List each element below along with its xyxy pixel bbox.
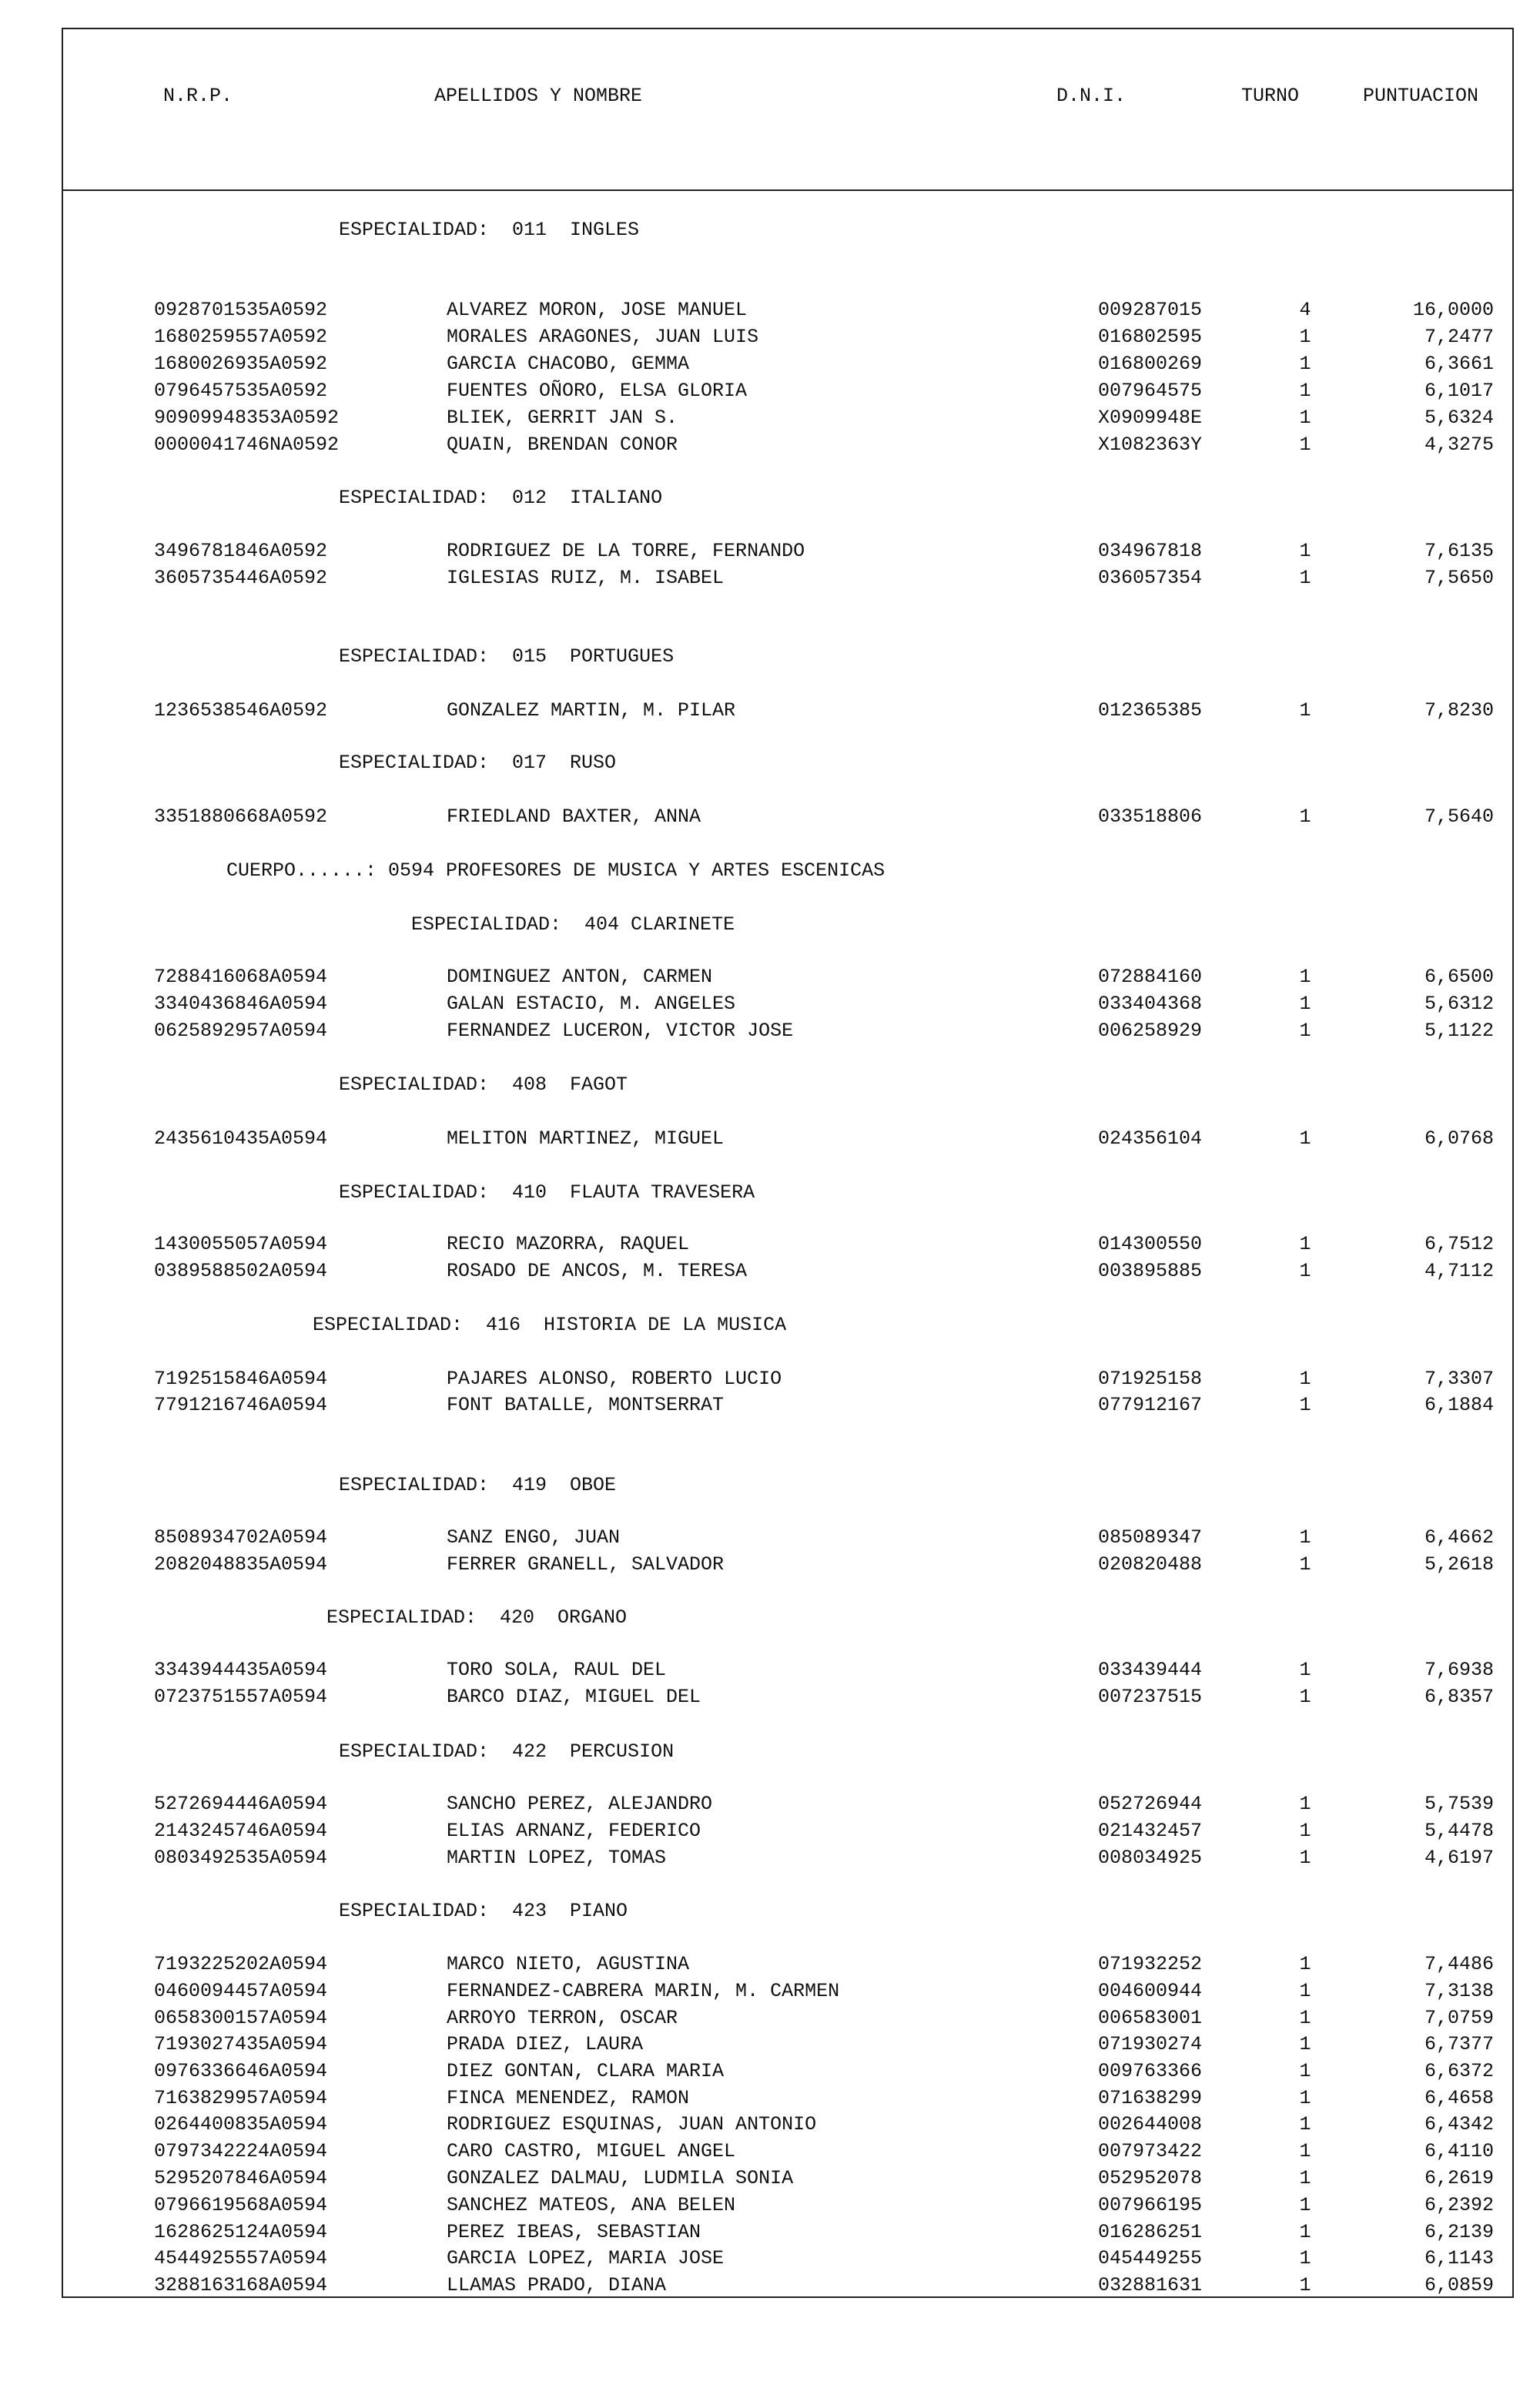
- nrp-cell: 0976336646A0594: [154, 2060, 328, 2082]
- turno-cell: 1: [1299, 1127, 1311, 1150]
- dni-cell: 085089347: [1098, 1526, 1203, 1549]
- puntuacion-cell: 7,8230: [1424, 699, 1494, 722]
- puntuacion-cell: 6,6500: [1424, 966, 1494, 988]
- puntuacion-cell: 5,6324: [1424, 407, 1494, 429]
- nrp-cell: 2435610435A0594: [154, 1127, 328, 1150]
- turno-cell: 1: [1299, 966, 1311, 988]
- name-cell: DIEZ GONTAN, CLARA MARIA: [447, 2060, 725, 2082]
- nrp-cell: 5272694446A0594: [154, 1793, 328, 1815]
- dni-cell: 008034925: [1098, 1847, 1203, 1869]
- puntuacion-cell: 5,2618: [1424, 1553, 1494, 1576]
- nrp-cell: 0796619568A0594: [154, 2194, 328, 2216]
- turno-cell: 1: [1299, 1526, 1311, 1549]
- header-puntuacion: PUNTUACION: [1363, 85, 1479, 107]
- turno-cell: 1: [1299, 2274, 1311, 2296]
- nrp-cell: 2143245746A0594: [154, 1820, 328, 1842]
- puntuacion-cell: 6,4662: [1424, 1526, 1494, 1549]
- dni-cell: 034967818: [1098, 540, 1203, 562]
- puntuacion-cell: 6,4110: [1424, 2140, 1494, 2162]
- specialty-heading: ESPECIALIDAD: 408 FAGOT: [339, 1074, 628, 1096]
- puntuacion-cell: 6,1017: [1424, 380, 1494, 402]
- turno-cell: 1: [1299, 699, 1311, 722]
- puntuacion-cell: 6,4658: [1424, 2087, 1494, 2109]
- turno-cell: 1: [1299, 1659, 1311, 1681]
- specialty-heading: ESPECIALIDAD: 410 FLAUTA TRAVESERA: [339, 1181, 755, 1204]
- turno-cell: 1: [1299, 353, 1311, 375]
- nrp-cell: 0625892957A0594: [154, 1020, 328, 1042]
- specialty-heading: ESPECIALIDAD: 404 CLARINETE: [411, 913, 735, 936]
- puntuacion-cell: 6,1884: [1424, 1394, 1494, 1416]
- nrp-cell: 7288416068A0594: [154, 966, 328, 988]
- name-cell: ALVAREZ MORON, JOSE MANUEL: [447, 299, 748, 321]
- name-cell: SANZ ENGO, JUAN: [447, 1526, 621, 1549]
- turno-cell: 1: [1299, 1553, 1311, 1576]
- name-cell: GONZALEZ MARTIN, M. PILAR: [447, 699, 736, 722]
- turno-cell: 1: [1299, 2033, 1311, 2055]
- name-cell: BLIEK, GERRIT JAN S.: [447, 407, 678, 429]
- name-cell: FERRER GRANELL, SALVADOR: [447, 1553, 725, 1576]
- turno-cell: 1: [1299, 1980, 1311, 2002]
- nrp-cell: 1680026935A0592: [154, 353, 328, 375]
- name-cell: PRADA DIEZ, LAURA: [447, 2033, 644, 2055]
- name-cell: FERNANDEZ LUCERON, VICTOR JOSE: [447, 1020, 794, 1042]
- turno-cell: 1: [1299, 1686, 1311, 1708]
- dni-cell: 009763366: [1098, 2060, 1203, 2082]
- dni-cell: 033518806: [1098, 806, 1203, 828]
- dni-cell: 014300550: [1098, 1233, 1203, 1255]
- dni-cell: 024356104: [1098, 1127, 1203, 1150]
- name-cell: ROSADO DE ANCOS, M. TERESA: [447, 1260, 748, 1282]
- turno-cell: 1: [1299, 2113, 1311, 2135]
- turno-cell: 1: [1299, 1820, 1311, 1842]
- puntuacion-cell: 6,0768: [1424, 1127, 1494, 1150]
- dni-cell: 006258929: [1098, 1020, 1203, 1042]
- nrp-cell: 0460094457A0594: [154, 1980, 328, 2002]
- header-turno: TURNO: [1241, 85, 1300, 107]
- dni-cell: 052952078: [1098, 2167, 1203, 2189]
- dni-cell: 071932252: [1098, 1953, 1203, 1975]
- name-cell: FONT BATALLE, MONTSERRAT: [447, 1394, 725, 1416]
- puntuacion-cell: 5,7539: [1424, 1793, 1494, 1815]
- turno-cell: 1: [1299, 2007, 1311, 2029]
- puntuacion-cell: 6,7377: [1424, 2033, 1494, 2055]
- nrp-cell: 4544925557A0594: [154, 2247, 328, 2269]
- nrp-cell: 1628625124A0594: [154, 2221, 328, 2243]
- puntuacion-cell: 7,3138: [1424, 1980, 1494, 2002]
- name-cell: BARCO DIAZ, MIGUEL DEL: [447, 1686, 701, 1708]
- dni-cell: 072884160: [1098, 966, 1203, 988]
- puntuacion-cell: 4,6197: [1424, 1847, 1494, 1869]
- turno-cell: 1: [1299, 540, 1311, 562]
- puntuacion-cell: 7,0759: [1424, 2007, 1494, 2029]
- dni-cell: X0909948E: [1098, 407, 1203, 429]
- turno-cell: 1: [1299, 806, 1311, 828]
- dni-cell: 007237515: [1098, 1686, 1203, 1708]
- dni-cell: 071930274: [1098, 2033, 1203, 2055]
- dni-cell: 033404368: [1098, 993, 1203, 1015]
- dni-cell: 020820488: [1098, 1553, 1203, 1576]
- nrp-cell: 7193225202A0594: [154, 1953, 328, 1975]
- nrp-cell: 7163829957A0594: [154, 2087, 328, 2109]
- name-cell: RODRIGUEZ DE LA TORRE, FERNANDO: [447, 540, 805, 562]
- nrp-cell: 3351880668A0592: [154, 806, 328, 828]
- turno-cell: 1: [1299, 567, 1311, 589]
- turno-cell: 1: [1299, 434, 1311, 456]
- name-cell: GALAN ESTACIO, M. ANGELES: [447, 993, 736, 1015]
- nrp-cell: 3496781846A0592: [154, 540, 328, 562]
- puntuacion-cell: 7,3307: [1424, 1368, 1494, 1390]
- header-nrp: N.R.P.: [163, 85, 233, 107]
- nrp-cell: 1430055057A0594: [154, 1233, 328, 1255]
- nrp-cell: 3340436846A0594: [154, 993, 328, 1015]
- turno-cell: 1: [1299, 1368, 1311, 1390]
- turno-cell: 1: [1299, 1847, 1311, 1869]
- turno-cell: 1: [1299, 2140, 1311, 2162]
- puntuacion-cell: 6,2139: [1424, 2221, 1494, 2243]
- name-cell: IGLESIAS RUIZ, M. ISABEL: [447, 567, 725, 589]
- nrp-cell: 0723751557A0594: [154, 1686, 328, 1708]
- nrp-cell: 3343944435A0594: [154, 1659, 328, 1681]
- turno-cell: 1: [1299, 1260, 1311, 1282]
- name-cell: PEREZ IBEAS, SEBASTIAN: [447, 2221, 701, 2243]
- dni-cell: X1082363Y: [1098, 434, 1203, 456]
- puntuacion-cell: 6,7512: [1424, 1233, 1494, 1255]
- nrp-cell: 0803492535A0594: [154, 1847, 328, 1869]
- turno-cell: 1: [1299, 1394, 1311, 1416]
- name-cell: ARROYO TERRON, OSCAR: [447, 2007, 678, 2029]
- turno-cell: 1: [1299, 1020, 1311, 1042]
- turno-cell: 1: [1299, 2221, 1311, 2243]
- puntuacion-cell: 7,4486: [1424, 1953, 1494, 1975]
- name-cell: FRIEDLAND BAXTER, ANNA: [447, 806, 701, 828]
- nrp-cell: 8508934702A0594: [154, 1526, 328, 1549]
- dni-cell: 016800269: [1098, 353, 1203, 375]
- name-cell: GONZALEZ DALMAU, LUDMILA SONIA: [447, 2167, 794, 2189]
- dni-cell: 071925158: [1098, 1368, 1203, 1390]
- puntuacion-cell: 6,2392: [1424, 2194, 1494, 2216]
- puntuacion-cell: 7,5640: [1424, 806, 1494, 828]
- nrp-cell: 0796457535A0592: [154, 380, 328, 402]
- dni-cell: 012365385: [1098, 699, 1203, 722]
- corps-heading: CUERPO......: 0594 PROFESORES DE MUSICA Y ARTES ESCENICAS: [226, 859, 886, 882]
- specialty-heading: ESPECIALIDAD: 420 ORGANO: [326, 1606, 628, 1629]
- name-cell: MORALES ARAGONES, JUAN LUIS: [447, 326, 759, 348]
- puntuacion-cell: 6,2619: [1424, 2167, 1494, 2189]
- name-cell: GARCIA LOPEZ, MARIA JOSE: [447, 2247, 725, 2269]
- dni-cell: 009287015: [1098, 299, 1203, 321]
- dni-cell: 036057354: [1098, 567, 1203, 589]
- nrp-cell: 1236538546A0592: [154, 699, 328, 722]
- specialty-heading: ESPECIALIDAD: 416 HISTORIA DE LA MUSICA: [313, 1314, 787, 1336]
- nrp-cell: 0797342224A0594: [154, 2140, 328, 2162]
- puntuacion-cell: 5,6312: [1424, 993, 1494, 1015]
- nrp-cell: 0264400835A0594: [154, 2113, 328, 2135]
- nrp-cell: 0389588502A0594: [154, 1260, 328, 1282]
- name-cell: RECIO MAZORRA, RAQUEL: [447, 1233, 690, 1255]
- dni-cell: 006583001: [1098, 2007, 1203, 2029]
- nrp-cell: 90909948353A0592: [154, 407, 340, 429]
- dni-cell: 033439444: [1098, 1659, 1203, 1681]
- name-cell: QUAIN, BRENDAN CONOR: [447, 434, 678, 456]
- puntuacion-cell: 6,4342: [1424, 2113, 1494, 2135]
- dni-cell: 032881631: [1098, 2274, 1203, 2296]
- dni-cell: 007966195: [1098, 2194, 1203, 2216]
- name-cell: TORO SOLA, RAUL DEL: [447, 1659, 667, 1681]
- nrp-cell: 7791216746A0594: [154, 1394, 328, 1416]
- header-dni: D.N.I.: [1056, 85, 1127, 107]
- turno-cell: 1: [1299, 1953, 1311, 1975]
- turno-cell: 1: [1299, 407, 1311, 429]
- name-cell: CARO CASTRO, MIGUEL ANGEL: [447, 2140, 736, 2162]
- dni-cell: 016802595: [1098, 326, 1203, 348]
- specialty-heading: ESPECIALIDAD: 012 ITALIANO: [339, 487, 663, 509]
- turno-cell: 1: [1299, 2247, 1311, 2269]
- nrp-cell: 3605735446A0592: [154, 567, 328, 589]
- name-cell: DOMINGUEZ ANTON, CARMEN: [447, 966, 713, 988]
- turno-cell: 1: [1299, 2060, 1311, 2082]
- puntuacion-cell: 7,6135: [1424, 540, 1494, 562]
- name-cell: SANCHO PEREZ, ALEJANDRO: [447, 1793, 713, 1815]
- dni-cell: 007964575: [1098, 380, 1203, 402]
- dni-cell: 007973422: [1098, 2140, 1203, 2162]
- specialty-heading: ESPECIALIDAD: 422 PERCUSION: [339, 1740, 675, 1763]
- turno-cell: 1: [1299, 326, 1311, 348]
- name-cell: FINCA MENENDEZ, RAMON: [447, 2087, 690, 2109]
- turno-cell: 1: [1299, 1233, 1311, 1255]
- header-divider: [62, 189, 1514, 191]
- specialty-heading: ESPECIALIDAD: 015 PORTUGUES: [339, 645, 675, 668]
- nrp-cell: 3288163168A0594: [154, 2274, 328, 2296]
- name-cell: MELITON MARTINEZ, MIGUEL: [447, 1127, 725, 1150]
- nrp-cell: 0658300157A0594: [154, 2007, 328, 2029]
- dni-cell: 077912167: [1098, 1394, 1203, 1416]
- name-cell: RODRIGUEZ ESQUINAS, JUAN ANTONIO: [447, 2113, 817, 2135]
- name-cell: MARCO NIETO, AGUSTINA: [447, 1953, 690, 1975]
- nrp-cell: 1680259557A0592: [154, 326, 328, 348]
- nrp-cell: 5295207846A0594: [154, 2167, 328, 2189]
- name-cell: MARTIN LOPEZ, TOMAS: [447, 1847, 667, 1869]
- nrp-cell: 7192515846A0594: [154, 1368, 328, 1390]
- turno-cell: 1: [1299, 2194, 1311, 2216]
- dni-cell: 021432457: [1098, 1820, 1203, 1842]
- name-cell: LLAMAS PRADO, DIANA: [447, 2274, 667, 2296]
- puntuacion-cell: 7,6938: [1424, 1659, 1494, 1681]
- puntuacion-cell: 7,2477: [1424, 326, 1494, 348]
- turno-cell: 1: [1299, 380, 1311, 402]
- puntuacion-cell: 16,0000: [1412, 299, 1494, 321]
- puntuacion-cell: 6,8357: [1424, 1686, 1494, 1708]
- puntuacion-cell: 5,4478: [1424, 1820, 1494, 1842]
- specialty-heading: ESPECIALIDAD: 423 PIANO: [339, 1900, 628, 1922]
- header-name: APELLIDOS Y NOMBRE: [434, 85, 643, 107]
- nrp-cell: 0928701535A0592: [154, 299, 328, 321]
- specialty-heading: ESPECIALIDAD: 419 OBOE: [339, 1474, 617, 1496]
- puntuacion-cell: 4,3275: [1424, 434, 1494, 456]
- puntuacion-cell: 7,5650: [1424, 567, 1494, 589]
- dni-cell: 052726944: [1098, 1793, 1203, 1815]
- name-cell: ELIAS ARNANZ, FEDERICO: [447, 1820, 701, 1842]
- dni-cell: 016286251: [1098, 2221, 1203, 2243]
- turno-cell: 1: [1299, 2167, 1311, 2189]
- puntuacion-cell: 6,0859: [1424, 2274, 1494, 2296]
- name-cell: PAJARES ALONSO, ROBERTO LUCIO: [447, 1368, 782, 1390]
- dni-cell: 071638299: [1098, 2087, 1203, 2109]
- turno-cell: 1: [1299, 1793, 1311, 1815]
- nrp-cell: 7193027435A0594: [154, 2033, 328, 2055]
- name-cell: FUENTES OÑORO, ELSA GLORIA: [447, 380, 748, 402]
- nrp-cell: 0000041746NA0592: [154, 434, 340, 456]
- puntuacion-cell: 5,1122: [1424, 1020, 1494, 1042]
- puntuacion-cell: 6,3661: [1424, 353, 1494, 375]
- specialty-heading: ESPECIALIDAD: 011 INGLES: [339, 219, 640, 241]
- dni-cell: 002644008: [1098, 2113, 1203, 2135]
- puntuacion-cell: 6,1143: [1424, 2247, 1494, 2269]
- dni-cell: 045449255: [1098, 2247, 1203, 2269]
- puntuacion-cell: 4,7112: [1424, 1260, 1494, 1282]
- nrp-cell: 2082048835A0594: [154, 1553, 328, 1576]
- dni-cell: 004600944: [1098, 1980, 1203, 2002]
- name-cell: GARCIA CHACOBO, GEMMA: [447, 353, 690, 375]
- specialty-heading: ESPECIALIDAD: 017 RUSO: [339, 752, 617, 774]
- name-cell: FERNANDEZ-CABRERA MARIN, M. CARMEN: [447, 1980, 840, 2002]
- turno-cell: 1: [1299, 2087, 1311, 2109]
- name-cell: SANCHEZ MATEOS, ANA BELEN: [447, 2194, 736, 2216]
- dni-cell: 003895885: [1098, 1260, 1203, 1282]
- puntuacion-cell: 6,6372: [1424, 2060, 1494, 2082]
- turno-cell: 1: [1299, 993, 1311, 1015]
- turno-cell: 4: [1299, 299, 1311, 321]
